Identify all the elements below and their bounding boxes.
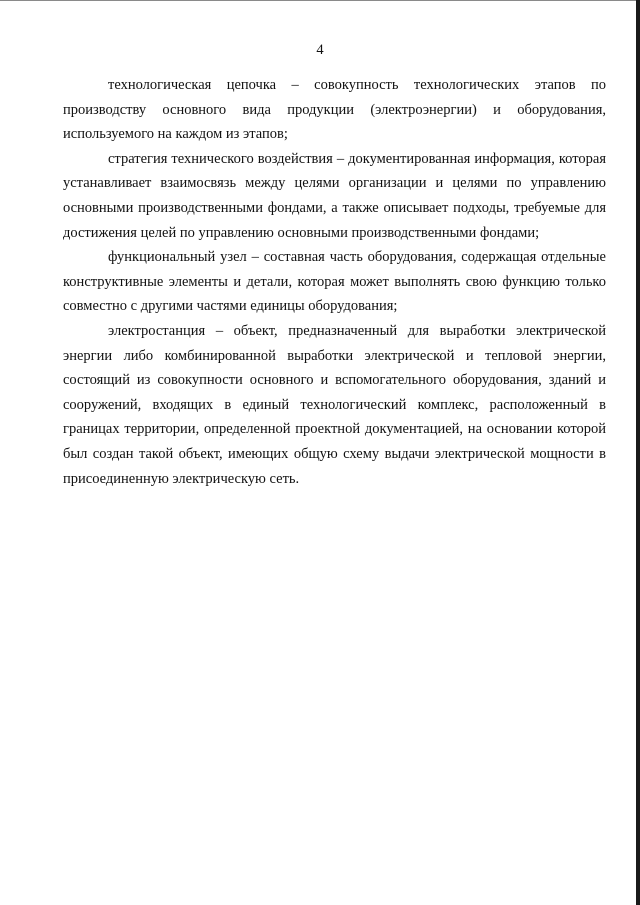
document-body [63,73,606,491]
definition-technological-chain: технологическая цепочка – совокупность технологических этапов по производству основного вида продукции (электроэнергии) и оборудования, используемого на каждом из этапов; [63,77,606,143]
definition-functional-unit: функциональный узел – составная часть оборудования, содержащая отдельные конструктивные элементы и детали, которая может выполнять свою функцию только совместно с другими частями единицы оборудования; [63,249,606,315]
scan-right-edge [636,0,640,905]
scan-top-edge [0,0,640,1]
definition-technical-impact-strategy: стратегия технического воздействия – документированная информация, которая устанавливает взаимосвязь между целями организации и целями по управлению основными производственными фондами, а также описывает подходы, требуемые для достижения целей по управлению основными производственными фондами; [63,150,606,241]
page-number: 4 [316,42,324,58]
definition-power-plant: электростанция – объект, предназначенный для выработки электрической энергии либо комбинированной выработки электрической и тепловой энергии, состоящий из совокупности основного и вспомогательного оборудования, зданий и сооружений, входящих в единый технологический комплекс, расположенный в границах территории, определенной проектной документацией, на основании которой был создан такой объект, имеющих общую схему выдачи электрической мощности в присоединенную электрическую сеть. [63,322,606,487]
